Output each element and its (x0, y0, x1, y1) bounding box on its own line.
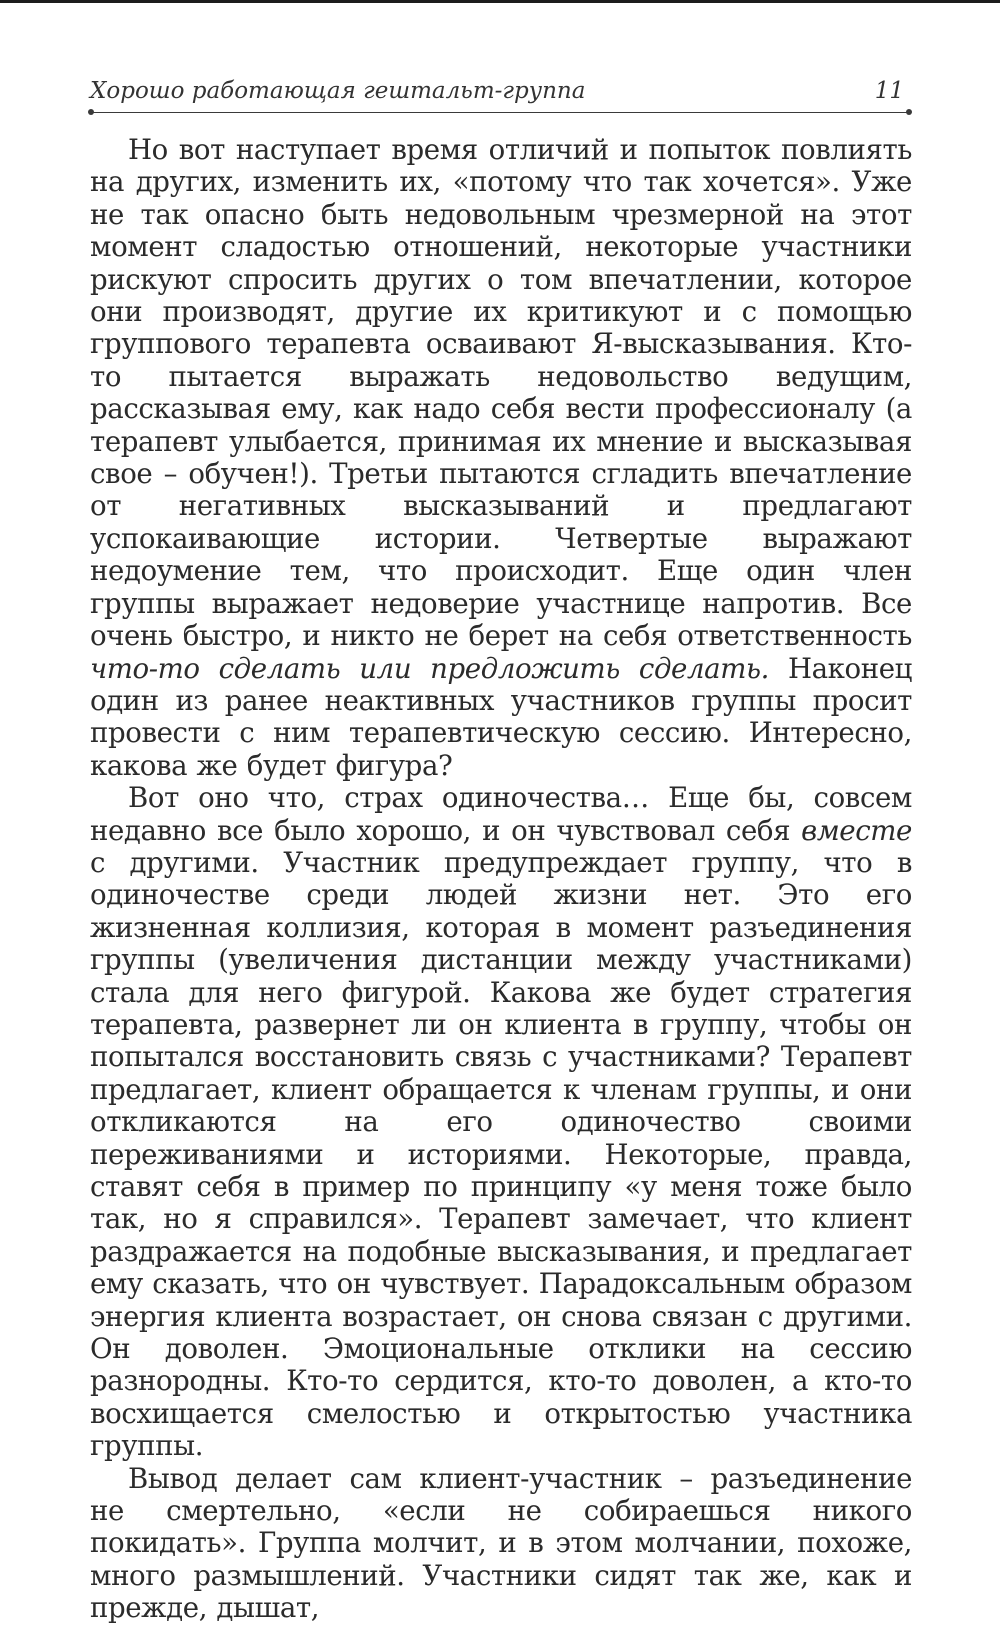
emphasis-text: что-то сделать или предложить сделать. (90, 651, 769, 685)
paragraph (90, 1463, 912, 1625)
page-number: 11 (874, 78, 904, 104)
paragraph-text: Вывод делает сам клиент-участник – разъединение не смертельно, «если не собираешься никого покидать». Группа молчит, и в этом молчании, похоже, много размышлений. Участники сидят так же, как и прежде, дышат, (90, 1461, 912, 1625)
running-header (90, 74, 910, 110)
paragraph (90, 134, 912, 782)
running-title: Хорошо работающая гештальт-группа (90, 78, 586, 104)
paragraph-text: Вот оно что, страх одиночества… Еще бы, совсем недавно все было хорошо, и он чувствовал себя (90, 781, 912, 847)
paragraph-text: с другими. Участник предупреждает группу, что в одиночестве среди людей жизни нет. Это его жизненная коллизия, которая в момент разъединения группы (увеличения дистанции между участниками) стала для него фигурой. Какова же будет стратегия терапевта, развернет ли он клиента в группу, чтобы он попытался восстановить связь с участниками? Терапевт предлагает, клиент обращается к членам группы, и они откликаются на его одиночество своими переживаниями и историями. Некоторые, правда, ставят себя в пример по принципу «у меня тоже было так, но я справился». Терапевт замечает, что клиент раздражается на подобные высказывания, и предлагает ему сказать, что он чувствует. Парадоксальным образом энергия клиента возрастает, он снова связан с другими. Он доволен. Эмоциональные отклики на сессию разнородны. Кто-то сердится, кто-то доволен, а кто-то восхищается смелостью и открытостью участника группы. (90, 845, 912, 1463)
paragraph (90, 782, 912, 1463)
paragraph-text: Наконец один из ранее неактивных участников группы просит провести с ним терапевтическую сессию. Интересно, какова же будет фигура? (90, 651, 912, 782)
body-text (90, 134, 912, 1625)
emphasis-text: вместе (801, 813, 912, 847)
paragraph-text: Но вот наступает время отличий и попыток повлиять на других, изменить их, «потому что так хочется». Уже не так опасно быть недовольным чрезмерной на этот момент сладостью отношений, некоторые участники рискуют спросить других о том впечатлении, которое они производят, другие их критикуют и с помощью группового терапевта осваивают Я-высказывания. Кто-то пытается выражать недовольство ведущим, рассказывая ему, как надо себя вести профессионалу (а терапевт улыбается, принимая их мнение и высказывая свое – обучен!). Третьи пытаются сгладить впечатление от негативных высказываний и предлагают успокаивающие истории. Четвертые выражают недоумение тем, что происходит. Еще один член группы выражает недоверие участнице напротив. Все очень быстро, и никто не берет на себя ответственность (90, 133, 912, 653)
top-edge-line (0, 0, 1000, 3)
header-rule (90, 112, 910, 113)
